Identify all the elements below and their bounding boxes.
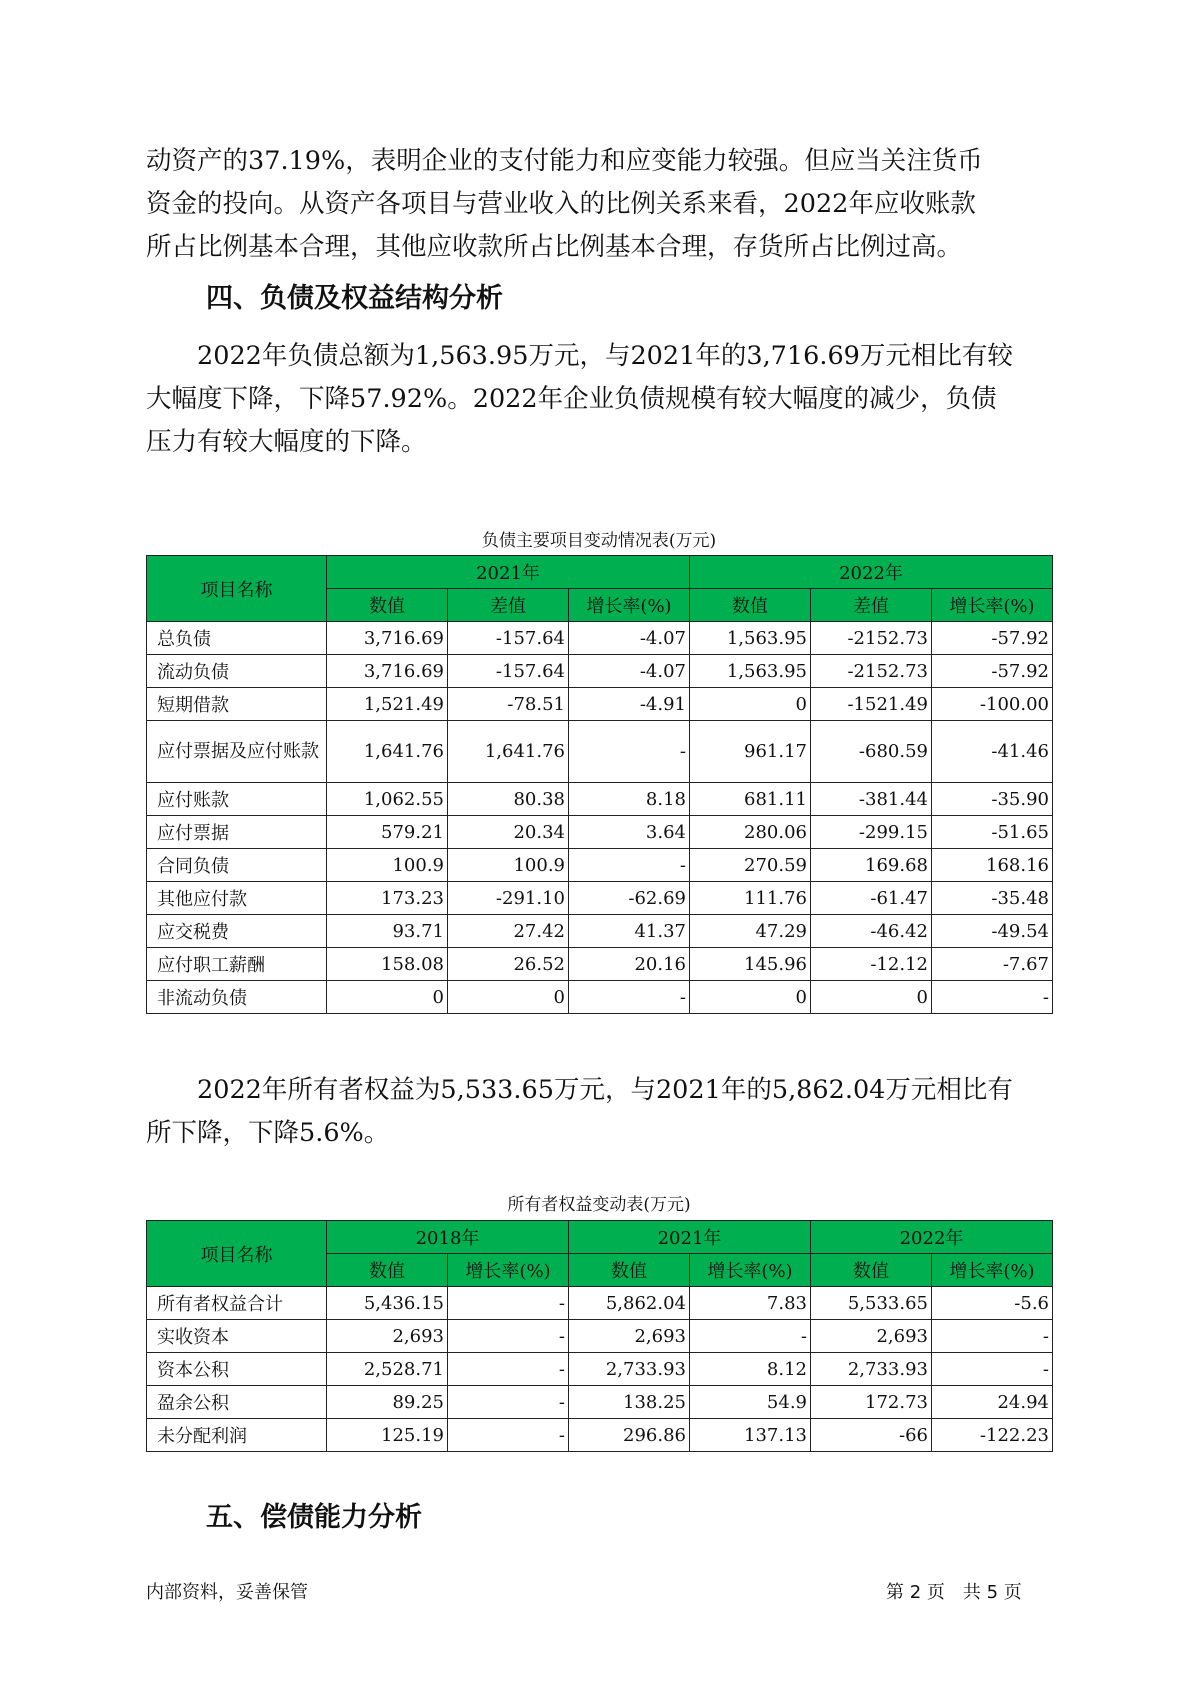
header-growth-rate: 增长率(%): [932, 589, 1053, 622]
cell: 3.64: [569, 816, 690, 849]
cell: -: [932, 981, 1053, 1014]
cell: 5,533.65: [811, 1287, 932, 1320]
cell: -1521.49: [811, 688, 932, 721]
cell: -62.69: [569, 882, 690, 915]
cell: 54.9: [690, 1386, 811, 1419]
row-name: 实收资本: [147, 1320, 327, 1353]
row-name: 应付账款: [147, 783, 327, 816]
cell: -51.65: [932, 816, 1053, 849]
intro-line: 动资产的37.19%，表明企业的支付能力和应变能力较强。但应当关注货币: [146, 146, 983, 176]
header-growth-rate: 增长率(%): [569, 589, 690, 622]
cell: 0: [448, 981, 569, 1014]
cell: 137.13: [690, 1419, 811, 1452]
cell: 169.68: [811, 849, 932, 882]
row-name: 资本公积: [147, 1353, 327, 1386]
cell: 681.11: [690, 783, 811, 816]
cell: -46.42: [811, 915, 932, 948]
table-row: [147, 915, 1053, 948]
cell: 8.18: [569, 783, 690, 816]
header-year: 2018年: [327, 1221, 569, 1254]
cell: -35.90: [932, 783, 1053, 816]
cell: -4.91: [569, 688, 690, 721]
row-name: 流动负债: [147, 655, 327, 688]
cell: -: [448, 1386, 569, 1419]
row-name: 其他应付款: [147, 882, 327, 915]
cell: 26.52: [448, 948, 569, 981]
row-name: 未分配利润: [147, 1419, 327, 1452]
cell: 2,693: [811, 1320, 932, 1353]
table-row: [147, 1419, 1053, 1452]
cell: 270.59: [690, 849, 811, 882]
cell: 2,733.93: [811, 1353, 932, 1386]
liability-line: 大幅度下降，下降57.92%。2022年企业负债规模有较大幅度的减少，负债: [146, 384, 997, 414]
section-5-heading: 五、偿债能力分析: [206, 1502, 422, 1533]
liability-table-caption: 负债主要项目变动情况表(万元): [481, 531, 717, 551]
cell: -49.54: [932, 915, 1053, 948]
row-name: 合同负债: [147, 849, 327, 882]
table-row: [147, 655, 1053, 688]
cell: 125.19: [327, 1419, 448, 1452]
row-name: 应付票据: [147, 816, 327, 849]
cell: -5.6: [932, 1287, 1053, 1320]
equity-line: 所下降，下降5.6%。: [146, 1118, 390, 1148]
cell: 0: [690, 688, 811, 721]
footer-page-number: 第 2 页 共 5 页: [886, 1582, 1022, 1603]
cell: 0: [811, 981, 932, 1014]
cell: -157.64: [448, 622, 569, 655]
header-growth-rate: 增长率(%): [690, 1254, 811, 1287]
table-row: [147, 688, 1053, 721]
cell: 0: [327, 981, 448, 1014]
footer-confidential-note: 内部资料，妥善保管: [146, 1582, 308, 1603]
header-item-name: 项目名称: [147, 1221, 327, 1287]
cell: 2,528.71: [327, 1353, 448, 1386]
header-year: 2022年: [690, 556, 1053, 589]
cell: -: [569, 981, 690, 1014]
table-row: [147, 1386, 1053, 1419]
cell: -12.12: [811, 948, 932, 981]
cell: -: [932, 1320, 1053, 1353]
cell: -: [448, 1419, 569, 1452]
cell: 0: [690, 981, 811, 1014]
equity-table: [146, 1220, 1053, 1452]
cell: 89.25: [327, 1386, 448, 1419]
header-value: 数值: [569, 1254, 690, 1287]
liability-line: 2022年负债总额为1,563.95万元，与2021年的3,716.69万元相比有较: [146, 341, 1013, 371]
cell: 1,641.76: [448, 721, 569, 783]
cell: -78.51: [448, 688, 569, 721]
header-difference: 差值: [448, 589, 569, 622]
header-growth-rate: 增长率(%): [448, 1254, 569, 1287]
cell: -291.10: [448, 882, 569, 915]
cell: 2,693: [327, 1320, 448, 1353]
cell: 579.21: [327, 816, 448, 849]
intro-line: 资金的投向。从资产各项目与营业收入的比例关系来看，2022年应收账款: [146, 189, 976, 219]
cell: 3,716.69: [327, 655, 448, 688]
section-4-heading: 四、负债及权益结构分析: [206, 283, 503, 314]
cell: -157.64: [448, 655, 569, 688]
header-value: 数值: [327, 589, 448, 622]
cell: -35.48: [932, 882, 1053, 915]
row-name: 总负债: [147, 622, 327, 655]
cell: 5,436.15: [327, 1287, 448, 1320]
cell: -: [448, 1287, 569, 1320]
cell: -122.23: [932, 1419, 1053, 1452]
liability-table: [146, 555, 1053, 1014]
row-name: 短期借款: [147, 688, 327, 721]
table-row: [147, 981, 1053, 1014]
cell: -381.44: [811, 783, 932, 816]
cell: -57.92: [932, 622, 1053, 655]
cell: 7.83: [690, 1287, 811, 1320]
table-row: [147, 882, 1053, 915]
table-row: [147, 948, 1053, 981]
header-year: 2021年: [569, 1221, 811, 1254]
cell: 1,521.49: [327, 688, 448, 721]
header-year: 2022年: [811, 1221, 1053, 1254]
cell: 24.94: [932, 1386, 1053, 1419]
row-name: 应付职工薪酬: [147, 948, 327, 981]
header-value: 数值: [690, 589, 811, 622]
table-row: [147, 622, 1053, 655]
cell: -: [569, 849, 690, 882]
header-item-name: 项目名称: [147, 556, 327, 622]
header-growth-rate: 增长率(%): [932, 1254, 1053, 1287]
cell: -: [932, 1353, 1053, 1386]
row-name: 应交税费: [147, 915, 327, 948]
cell: 5,862.04: [569, 1287, 690, 1320]
cell: 27.42: [448, 915, 569, 948]
cell: 80.38: [448, 783, 569, 816]
table-row: [147, 1287, 1053, 1320]
cell: 158.08: [327, 948, 448, 981]
cell: 961.17: [690, 721, 811, 783]
cell: 172.73: [811, 1386, 932, 1419]
cell: 1,563.95: [690, 655, 811, 688]
cell: 93.71: [327, 915, 448, 948]
table-row: [147, 783, 1053, 816]
cell: -61.47: [811, 882, 932, 915]
cell: -680.59: [811, 721, 932, 783]
table-row: [147, 849, 1053, 882]
equity-table-caption: 所有者权益变动表(万元): [507, 1195, 691, 1215]
cell: 173.23: [327, 882, 448, 915]
cell: -7.67: [932, 948, 1053, 981]
cell: 3,716.69: [327, 622, 448, 655]
cell: -: [448, 1353, 569, 1386]
row-name: 所有者权益合计: [147, 1287, 327, 1320]
table-row: [147, 1320, 1053, 1353]
header-value: 数值: [327, 1254, 448, 1287]
cell: -2152.73: [811, 622, 932, 655]
table-row: [147, 721, 1053, 783]
cell: -: [569, 721, 690, 783]
cell: 41.37: [569, 915, 690, 948]
cell: -: [448, 1320, 569, 1353]
cell: 47.29: [690, 915, 811, 948]
cell: -66: [811, 1419, 932, 1452]
cell: 2,693: [569, 1320, 690, 1353]
cell: -41.46: [932, 721, 1053, 783]
intro-line: 所占比例基本合理，其他应收款所占比例基本合理，存货所占比例过高。: [146, 232, 963, 262]
header-difference: 差值: [811, 589, 932, 622]
table-row: [147, 816, 1053, 849]
cell: 1,062.55: [327, 783, 448, 816]
cell: -57.92: [932, 655, 1053, 688]
cell: 168.16: [932, 849, 1053, 882]
cell: 100.9: [448, 849, 569, 882]
cell: 111.76: [690, 882, 811, 915]
cell: 145.96: [690, 948, 811, 981]
cell: 20.16: [569, 948, 690, 981]
cell: -2152.73: [811, 655, 932, 688]
cell: 1,563.95: [690, 622, 811, 655]
cell: -: [690, 1320, 811, 1353]
row-name: 非流动负债: [147, 981, 327, 1014]
cell: 2,733.93: [569, 1353, 690, 1386]
header-value: 数值: [811, 1254, 932, 1287]
cell: 280.06: [690, 816, 811, 849]
cell: 100.9: [327, 849, 448, 882]
header-year: 2021年: [327, 556, 690, 589]
cell: 138.25: [569, 1386, 690, 1419]
row-name: 盈余公积: [147, 1386, 327, 1419]
cell: 1,641.76: [327, 721, 448, 783]
liability-line: 压力有较大幅度的下降。: [146, 427, 427, 457]
cell: -4.07: [569, 622, 690, 655]
cell: 20.34: [448, 816, 569, 849]
cell: 296.86: [569, 1419, 690, 1452]
cell: 8.12: [690, 1353, 811, 1386]
cell: -4.07: [569, 655, 690, 688]
cell: -100.00: [932, 688, 1053, 721]
row-name: 应付票据及应付账款: [147, 721, 327, 783]
table-row: [147, 1353, 1053, 1386]
equity-line: 2022年所有者权益为5,533.65万元，与2021年的5,862.04万元相比有: [146, 1075, 1013, 1105]
cell: -299.15: [811, 816, 932, 849]
